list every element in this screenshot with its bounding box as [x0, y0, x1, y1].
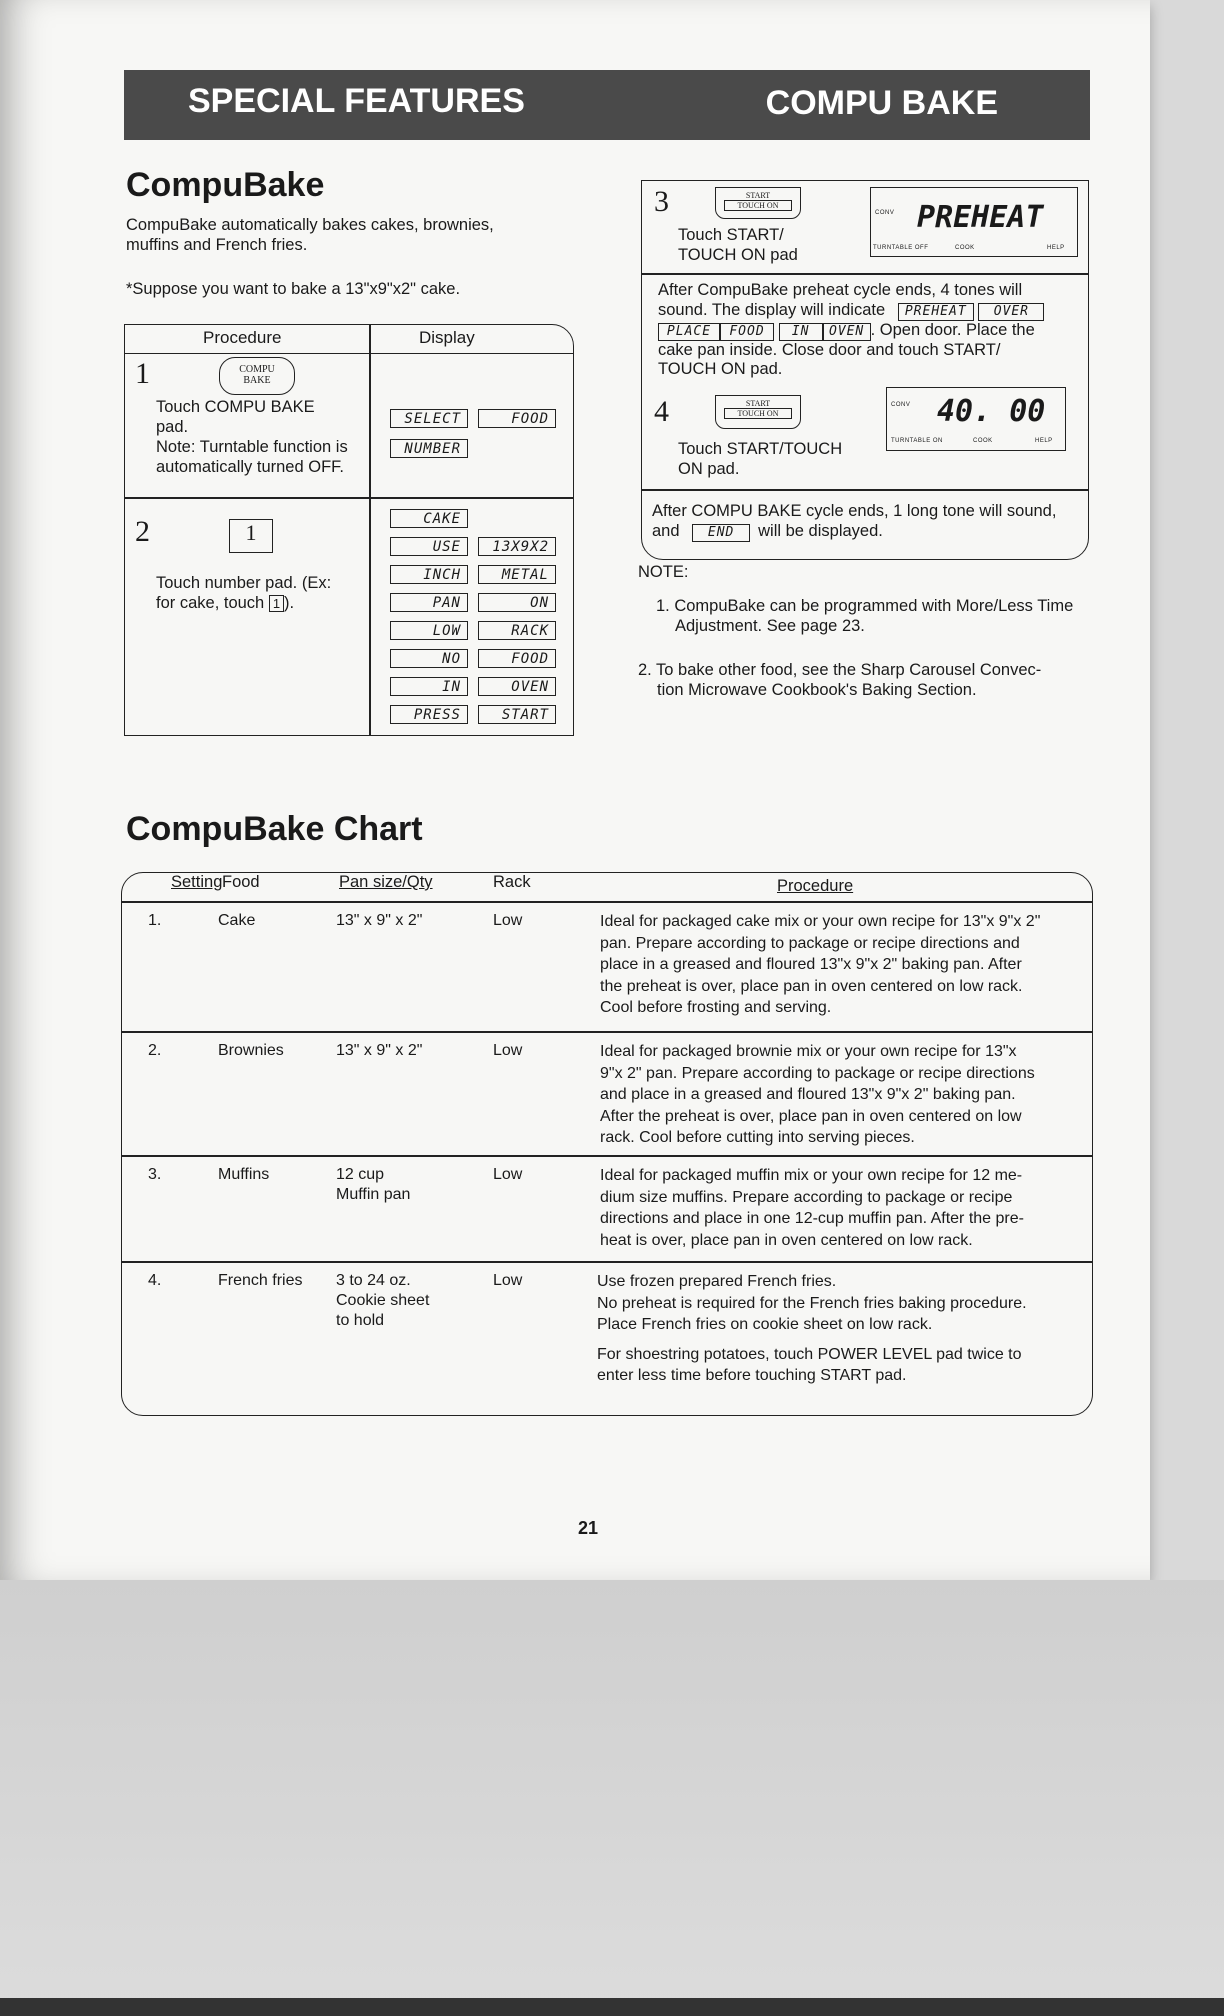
row-pan-size: 3 to 24 oz. [336, 1272, 411, 1289]
row-food: Cake [218, 912, 256, 929]
display-segment: ON [478, 593, 556, 612]
row-food: French fries [218, 1272, 303, 1289]
note-label: NOTE: [638, 563, 689, 581]
step-text-line: automatically turned OFF. [156, 458, 344, 476]
text-line: and [652, 522, 680, 540]
step-4-number: 4 [654, 395, 669, 428]
conv-indicator: CONV [891, 402, 911, 408]
row-divider [122, 1261, 1092, 1263]
header-rack: Rack [493, 873, 531, 891]
after-bake-text [652, 501, 1084, 542]
step-1-number: 1 [135, 357, 150, 390]
note-line: 1. CompuBake can be programmed with More/Less Time [656, 597, 1074, 615]
display-main-text: PREHEAT [917, 200, 1044, 235]
col-procedure: Procedure [203, 328, 282, 347]
row-procedure-line: the preheat is over, place pan in oven centered on low rack. [600, 977, 1023, 995]
text-line: . Open door. Place the [870, 320, 1035, 339]
row-procedure-line: No preheat is required for the French fries baking procedure. [597, 1294, 1027, 1312]
number-1-key-icon [229, 519, 273, 553]
row-procedure-line: place in a greased and floured 13"x 9"x 2" baking pan. After [600, 956, 1022, 973]
display-segment: FOOD [478, 649, 556, 668]
turntable-indicator: TURNTABLE ON [891, 438, 943, 444]
section-header-bar [124, 70, 1090, 140]
display-segment: 13X9X2 [478, 537, 556, 556]
row-procedure-line: Ideal for packaged brownie mix or your own recipe for 13"x [600, 1043, 1017, 1060]
note-1 [656, 596, 1096, 636]
row-divider [122, 1155, 1092, 1157]
row-setting: 2. [148, 1042, 162, 1059]
display-segment: METAL [478, 565, 556, 584]
header-setting: Setting [171, 873, 223, 891]
header-procedure: Procedure [777, 877, 854, 895]
step-text-line: Touch START/ [678, 226, 784, 244]
procedure-table-header [125, 325, 573, 354]
row-pan-size: Muffin pan [336, 1186, 411, 1203]
row-divider [122, 1031, 1092, 1033]
step-text-line: ON pad. [678, 460, 740, 478]
col-display: Display [419, 328, 475, 347]
chart-title: CompuBake Chart [126, 810, 423, 848]
turntable-indicator: TURNTABLE OFF [873, 245, 929, 251]
note-line: 2. To bake other food, see the Sharp Carousel Convec- [638, 661, 1042, 679]
procedure-table [124, 324, 574, 736]
display-food: FOOD [720, 323, 774, 341]
inline-key-1: 1 [269, 595, 284, 612]
intro-line: CompuBake automatically bakes cakes, brownies, [126, 216, 494, 234]
note-line: Adjustment. See page 23. [675, 617, 865, 635]
row-food: Brownies [218, 1042, 284, 1059]
compu-bake-key-icon [219, 357, 295, 395]
after-preheat-text [658, 281, 1078, 380]
display-segment: INCH [390, 565, 468, 584]
display-oven: OVEN [823, 323, 871, 341]
row-rack: Low [493, 1042, 523, 1059]
text-line: After COMPU BAKE cycle ends, 1 long tone will sound, [652, 502, 1057, 520]
row-procedure-line: For shoestring potatoes, touch POWER LEVEL pad twice to [597, 1345, 1022, 1363]
display-number: NUMBER [390, 439, 468, 458]
text-line: cake pan inside. Close door and touch START/ [658, 340, 1001, 359]
row-pan-size: Cookie sheet [336, 1292, 430, 1309]
key-label: COMPU [239, 364, 275, 375]
step-text-line: Touch number pad. (Ex: [156, 574, 332, 592]
scanner-edge [0, 1998, 1224, 2016]
step-text-line: for cake, touch [156, 594, 269, 612]
step-text-line: pad. [156, 418, 189, 436]
display-segment: RACK [478, 621, 556, 640]
compubake-title: CompuBake [126, 166, 325, 204]
column-divider [369, 325, 371, 735]
step-1-text [156, 397, 366, 477]
display-food: FOOD [478, 409, 556, 428]
display-over: OVER [978, 303, 1044, 321]
row-pan-size: to hold [336, 1312, 385, 1329]
row-setting: 1. [148, 912, 162, 929]
start-key-icon [715, 395, 801, 429]
text-line: After CompuBake preheat cycle ends, 4 tones will [658, 281, 1023, 299]
row-rack: Low [493, 912, 523, 929]
header-pan: Pan size/Qty [339, 873, 433, 891]
note-line: tion Microwave Cookbook's Baking Section. [657, 681, 977, 699]
row-procedure-line: enter less time before touching START pad. [597, 1367, 907, 1384]
time-display [886, 387, 1066, 451]
display-preheat: PREHEAT [898, 303, 974, 321]
display-segment: START [478, 705, 556, 724]
step-text-line: Touch START/TOUCH [678, 440, 843, 458]
row-pan-size: 13" x 9" x 2" [336, 1042, 423, 1059]
row-rack: Low [493, 1272, 523, 1289]
text-line: TOUCH ON pad. [658, 360, 783, 378]
page-number: 21 [578, 1518, 599, 1538]
intro-line: muffins and French fries. [126, 236, 308, 254]
display-segment: IN [390, 677, 468, 696]
cook-indicator: COOK [973, 438, 993, 444]
row-procedure-line: heat is over, place pan in oven centered on low rack. [600, 1231, 973, 1249]
row-procedure-line: Place French fries on cookie sheet on low rack. [597, 1316, 933, 1333]
key-label: START [745, 399, 771, 408]
help-indicator: HELP [1047, 245, 1065, 251]
row-procedure-line: rack. Cool before cutting into serving pieces. [600, 1129, 915, 1146]
header-right: COMPU BAKE [765, 84, 998, 122]
step-text-line: Note: Turntable function is [156, 438, 348, 456]
row-pan-size: 13" x 9" x 2" [336, 912, 423, 929]
row-procedure-line: Use frozen prepared French fries. [597, 1273, 837, 1290]
row-procedure-line: Ideal for packaged muffin mix or your own recipe for 12 me- [600, 1167, 1023, 1184]
row-setting: 3. [148, 1166, 162, 1183]
display-segment: USE [390, 537, 468, 556]
key-label: START [745, 191, 771, 200]
start-key-icon [715, 187, 801, 219]
step-4-text [678, 439, 842, 479]
step-3-number: 3 [654, 185, 669, 218]
row-setting: 4. [148, 1272, 162, 1289]
display-main-text: 40. 00 [937, 394, 1046, 429]
compubake-chart-table [121, 872, 1093, 1416]
step-text-line: ). [284, 594, 295, 612]
note-2 [638, 660, 1088, 700]
row-rack: Low [493, 1166, 523, 1183]
preheat-display [870, 187, 1078, 257]
compubake-intro [126, 215, 546, 255]
row-food: Muffins [218, 1166, 270, 1183]
step-2-number: 2 [135, 515, 150, 548]
row-divider [125, 497, 573, 499]
key-label: 1 [245, 520, 257, 545]
step-text-line: TOUCH ON pad [678, 246, 798, 264]
display-segment: PAN [390, 593, 468, 612]
row-procedure-line: After the preheat is over, place pan in oven centered on low [600, 1107, 1022, 1125]
suppose-note: *Suppose you want to bake a 13"x9"x2" cake. [126, 280, 461, 298]
conv-indicator: CONV [875, 210, 895, 216]
row-procedure-line: and place in a greased and floured 13"x 9"x 2" baking pan. [600, 1086, 1016, 1103]
step-text-line: Touch COMPU BAKE [156, 398, 315, 416]
display-in: IN [779, 323, 823, 341]
display-select: SELECT [390, 409, 468, 428]
row-procedure-line: Ideal for packaged cake mix or your own recipe for 13"x 9"x 2" [600, 913, 1041, 930]
cook-indicator: COOK [955, 245, 975, 251]
row-procedure-line: 9"x 2" pan. Prepare according to package or recipe directions [600, 1064, 1035, 1082]
display-segment: OVEN [478, 677, 556, 696]
display-segment: CAKE [390, 509, 468, 528]
text-line: sound. The display will indicate [658, 300, 886, 319]
step-2-text [156, 573, 366, 614]
step-3-text [678, 225, 798, 265]
row-procedure-line: Cool before frosting and serving. [600, 999, 832, 1016]
key-label: TOUCH ON [724, 408, 792, 419]
row-procedure-line: dium size muffins. Prepare according to package or recipe [600, 1188, 1013, 1206]
header-food: Food [222, 873, 260, 891]
row-procedure-line: pan. Prepare according to package or recipe directions and [600, 934, 1020, 952]
display-segment: NO [390, 649, 468, 668]
display-segment: LOW [390, 621, 468, 640]
text-line: will be displayed. [758, 522, 883, 540]
header-left: SPECIAL FEATURES [188, 82, 525, 120]
row-divider [642, 489, 1088, 491]
row-pan-size: 12 cup [336, 1166, 385, 1183]
key-label: TOUCH ON [724, 200, 792, 211]
key-label: BAKE [243, 375, 271, 386]
row-procedure-line: directions and place in one 12-cup muffin pan. After the pre- [600, 1210, 1024, 1227]
help-indicator: HELP [1035, 438, 1053, 444]
display-segment: PRESS [390, 705, 468, 724]
scanner-background [0, 1580, 1224, 2016]
steps-panel [641, 180, 1089, 560]
header-divider [122, 901, 1092, 903]
row-divider [642, 273, 1088, 275]
display-place: PLACE [658, 323, 720, 341]
display-end: END [692, 524, 750, 542]
